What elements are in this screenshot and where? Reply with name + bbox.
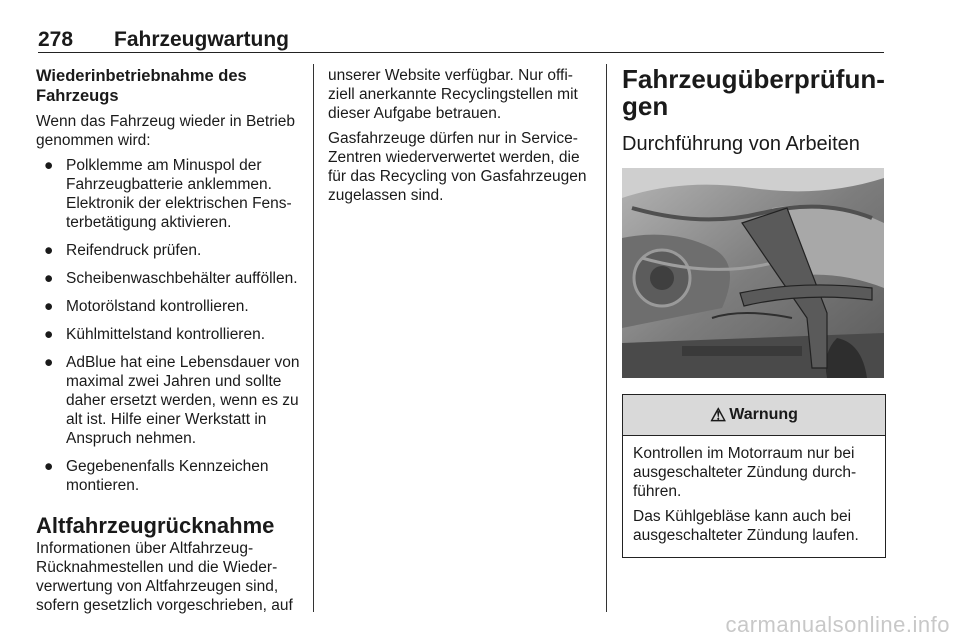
bullet-icon: ● xyxy=(44,157,54,174)
engine-bay-photo xyxy=(622,168,884,378)
warning-title: Warnung xyxy=(729,406,798,423)
list-item: ● AdBlue hat eine Lebensdauer von maximal zwei Jahren und sollte daher ersetzt werden, wenn es zu alt ist. Hilfe einer Werkstatt in Anspruch nehmen. xyxy=(44,354,300,447)
chapter-heading: Fahrzeugüberprüfungen xyxy=(622,64,885,121)
end-of-life-text: Informationen über Altfahrzeug-Rücknahmestellen und die Wiederverwertung von Altfahrzeugen sind, sofern gesetzlich vorgeschrieben, auf xyxy=(36,540,293,614)
bullet-icon: ● xyxy=(44,354,54,371)
list-item: ● Scheibenwaschbehälter aufföllen. xyxy=(44,270,298,287)
list-item: ● Kühlmittelstand kontrollieren. xyxy=(44,326,266,343)
list-item: ● Reifendruck prüfen. xyxy=(44,242,202,259)
bullet-icon: ● xyxy=(44,298,54,315)
bullet-icon: ● xyxy=(44,242,54,259)
column-2 xyxy=(328,66,590,211)
bullet-icon: ● xyxy=(44,326,54,343)
chapter-title: Fahrzeugwartung xyxy=(114,28,290,51)
column-divider xyxy=(606,64,607,612)
paragraph: unserer Website verfügbar. Nur offiziell anerkannte Recyclingstellen mit dieser Aufgabe betrauen. xyxy=(328,67,578,122)
warning-body xyxy=(623,436,885,557)
intro-text: Wenn das Fahrzeug wieder in Betrieb genommen wird: xyxy=(36,113,296,149)
column-3 xyxy=(622,66,886,558)
warning-box xyxy=(622,394,886,558)
page-header xyxy=(38,28,884,53)
warning-triangle-icon: ⚠ xyxy=(710,404,727,425)
watermark: carmanualsonline.info xyxy=(725,612,950,637)
list-item: ● Gegebenenfalls Kennzeichen montieren. xyxy=(44,458,269,494)
page-number: 278 xyxy=(38,28,74,51)
bullet-icon: ● xyxy=(44,458,54,475)
section-heading-recommissioning: Wiederinbetriebnahme des Fahrzeugs xyxy=(36,67,247,105)
warning-header xyxy=(623,395,885,436)
list-item: ● Motorölstand kontrollieren. xyxy=(44,298,249,315)
column-1 xyxy=(36,66,300,621)
checklist xyxy=(36,156,300,495)
sub-heading: Durchführung von Arbeiten xyxy=(622,133,860,155)
warning-text: Das Kühlgebläse kann auch bei ausgeschalteter Zündung laufen. xyxy=(633,508,859,544)
bullet-icon: ● xyxy=(44,270,54,287)
paragraph: Gasfahrzeuge dürfen nur in Service-Zentren wiederverwertet werden, die für das Recycling von Gasfahrzeugen zugelassen sind. xyxy=(328,130,587,204)
warning-text: Kontrollen im Motorraum nur bei ausgeschalteter Zündung durchführen. xyxy=(633,445,857,500)
list-item: ● Polklemme am Minuspol der Fahrzeugbatterie anklemmen. Elektronik der elektrischen Fensterbetätigung aktivieren. xyxy=(44,157,292,231)
column-divider xyxy=(313,64,314,612)
section-heading-end-of-life: Altfahrzeugrücknahme xyxy=(36,513,275,538)
